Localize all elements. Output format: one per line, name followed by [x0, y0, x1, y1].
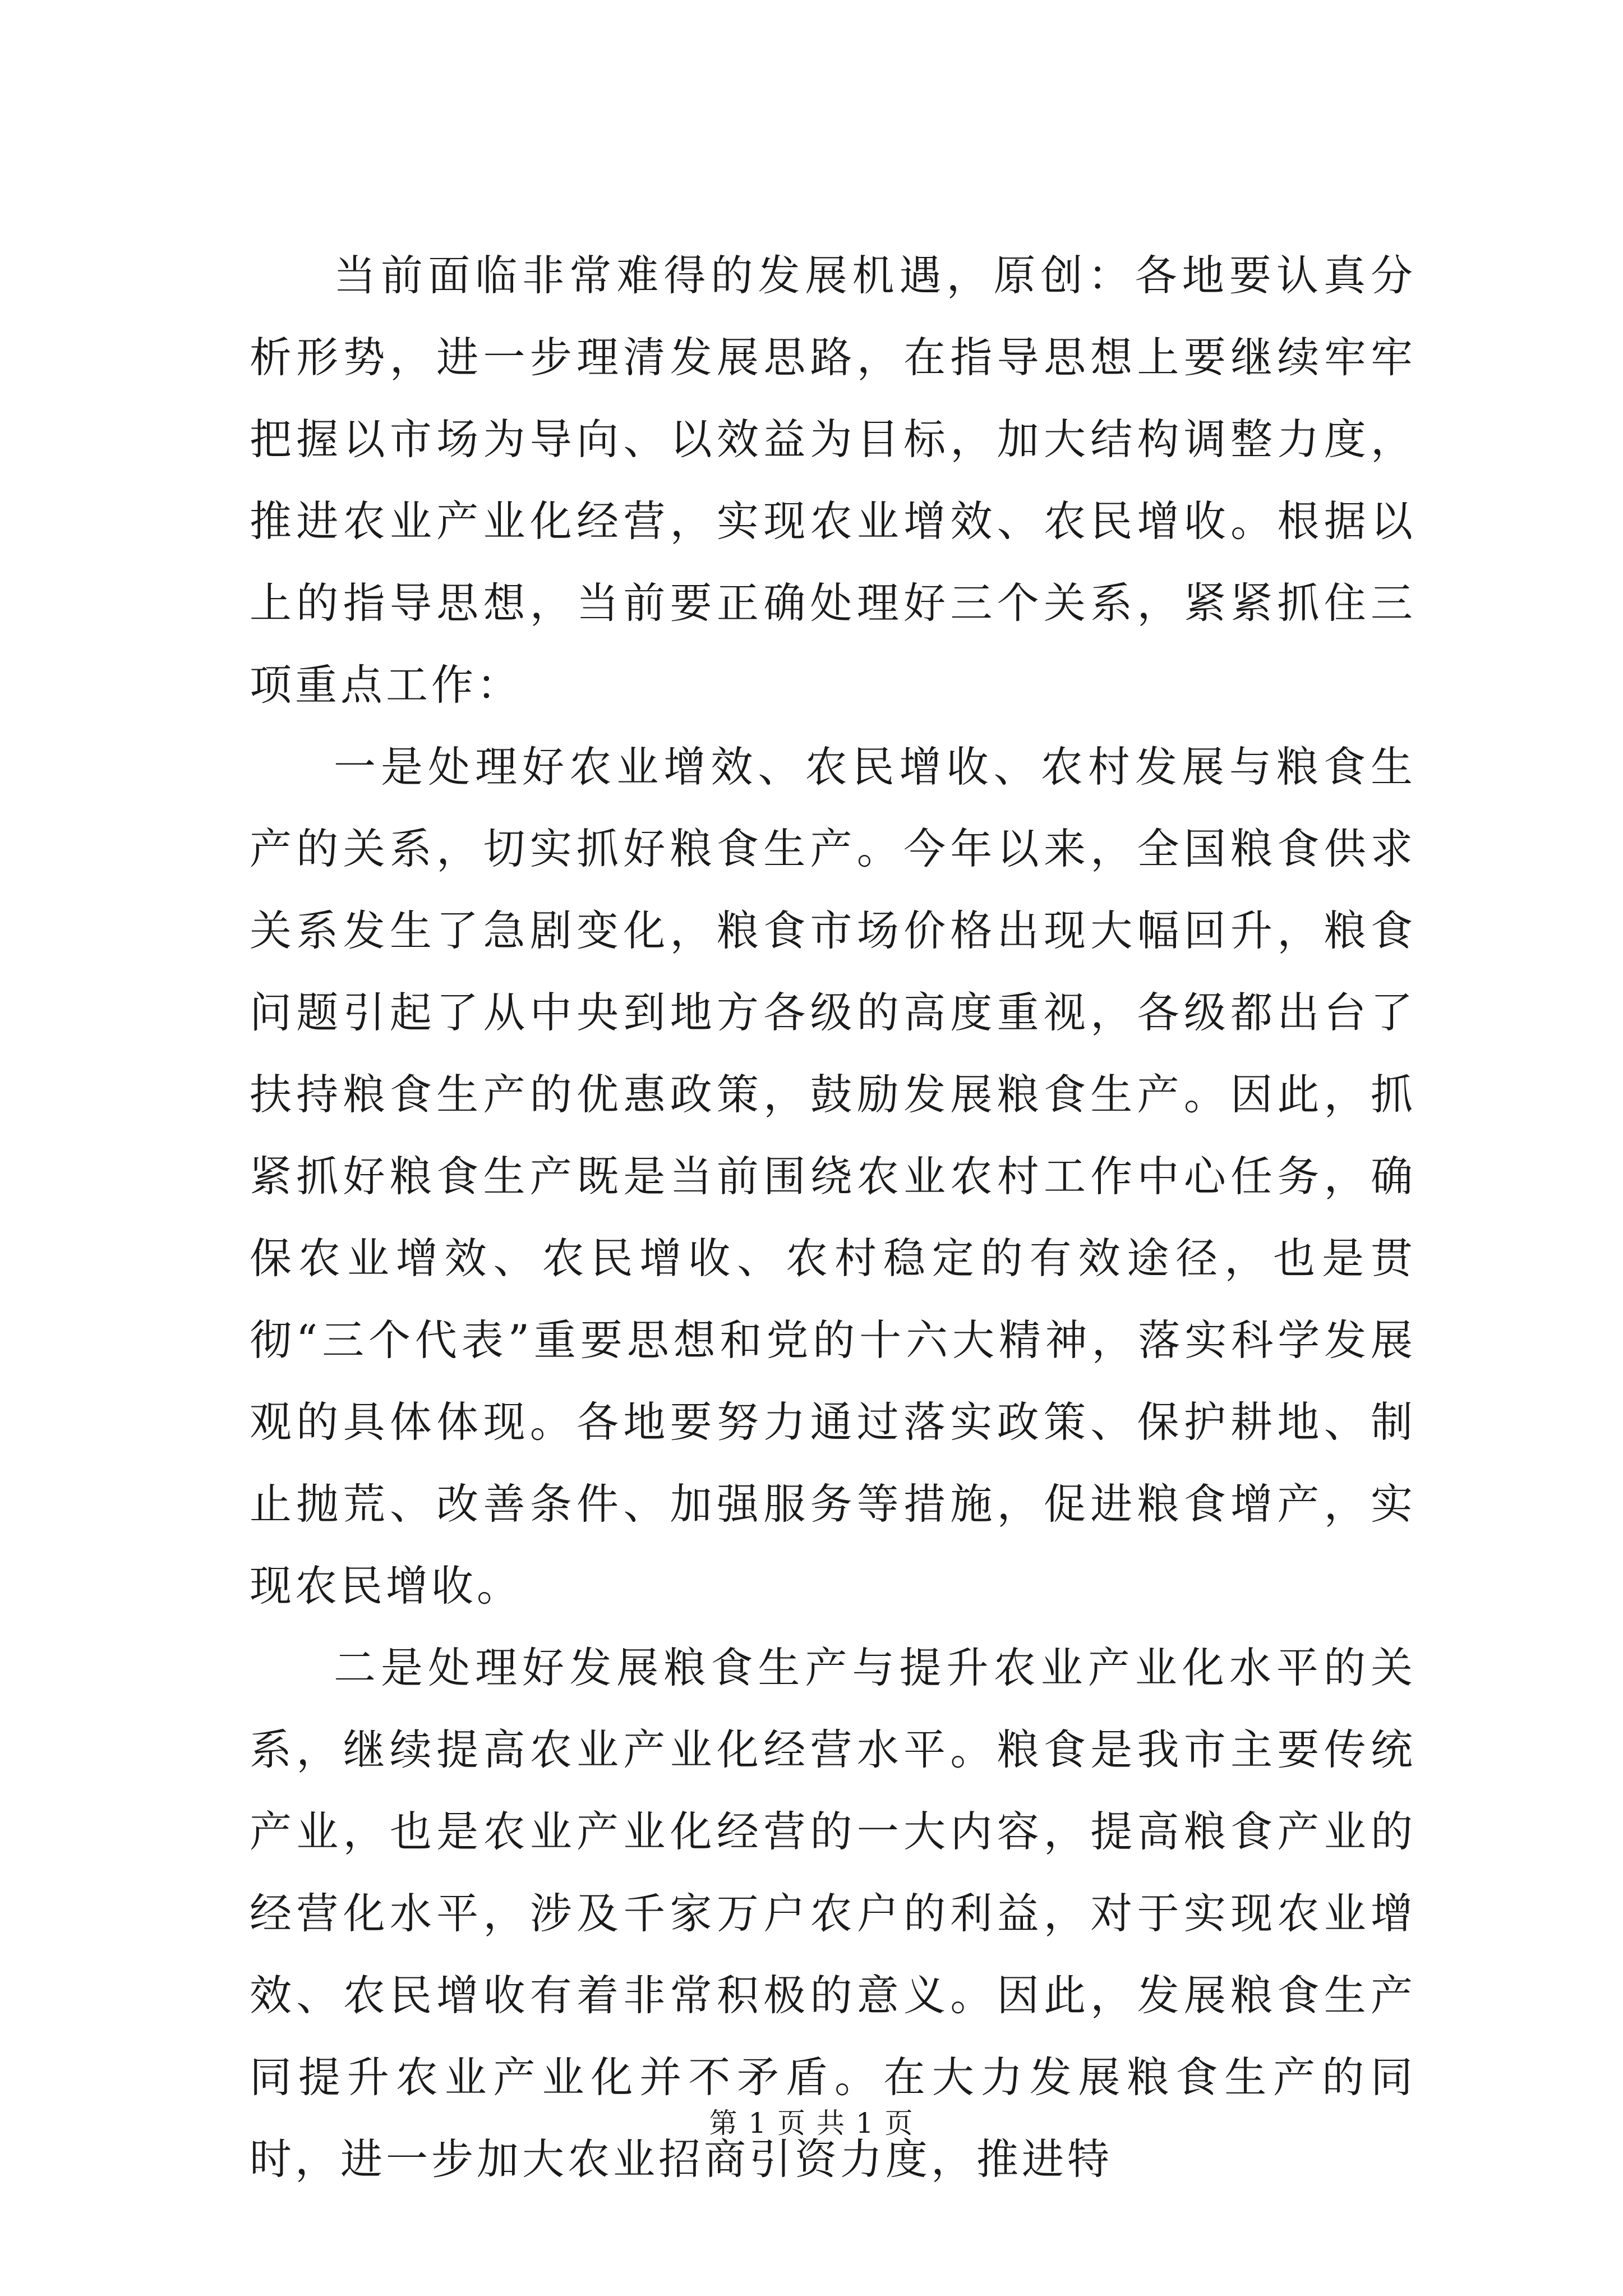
- document-body: [250, 234, 1416, 2200]
- paragraph-point-two: 二是处理好发展粮食生产与提升农业产业化水平的关系，继续提高农业产业化经营水平。粮食是我市主要传统产业，也是农业产业化经营的一大内容，提高粮食产业的经营化水平，涉及千家万户农户的利益，对于实现农业增效、农民增收有着非常积极的意义。因此，发展粮食生产同提升农业产业化并不矛盾。在大力发展粮食生产的同时，进一步加大农业招商引资力度，推进特: [250, 1643, 1416, 2184]
- paragraph-point-one: 一是处理好农业增效、农民增收、农村发展与粮食生产的关系，切实抓好粮食生产。今年以来，全国粮食供求关系发生了急剧变化，粮食市场价格出现大幅回升，粮食问题引起了从中央到地方各级的高度重视，各级都出台了扶持粮食生产的优惠政策，鼓励发展粮食生产。因此，抓紧抓好粮食生产既是当前围绕农业农村工作中心任务，确保农业增效、农民增收、农村稳定的有效途径，也是贯彻“三个代表”重要思想和党的十六大精神，落实科学发展观的具体体现。各地要努力通过落实政策、保护耕地、制止抛荒、改善条件、加强服务等措施，促进粮食增产，实现农民增收。: [250, 742, 1416, 1611]
- page-footer: 第 1 页 共 1 页: [709, 2107, 914, 2139]
- paragraph-intro: 当前面临非常难得的发展机遇，原创：各地要认真分析形势，进一步理清发展思路，在指导思想上要继续牢牢把握以市场为导向、以效益为目标，加大结构调整力度，推进农业产业化经营，实现农业增效、农民增收。根据以上的指导思想，当前要正确处理好三个关系，紧紧抓住三项重点工作：: [250, 251, 1416, 710]
